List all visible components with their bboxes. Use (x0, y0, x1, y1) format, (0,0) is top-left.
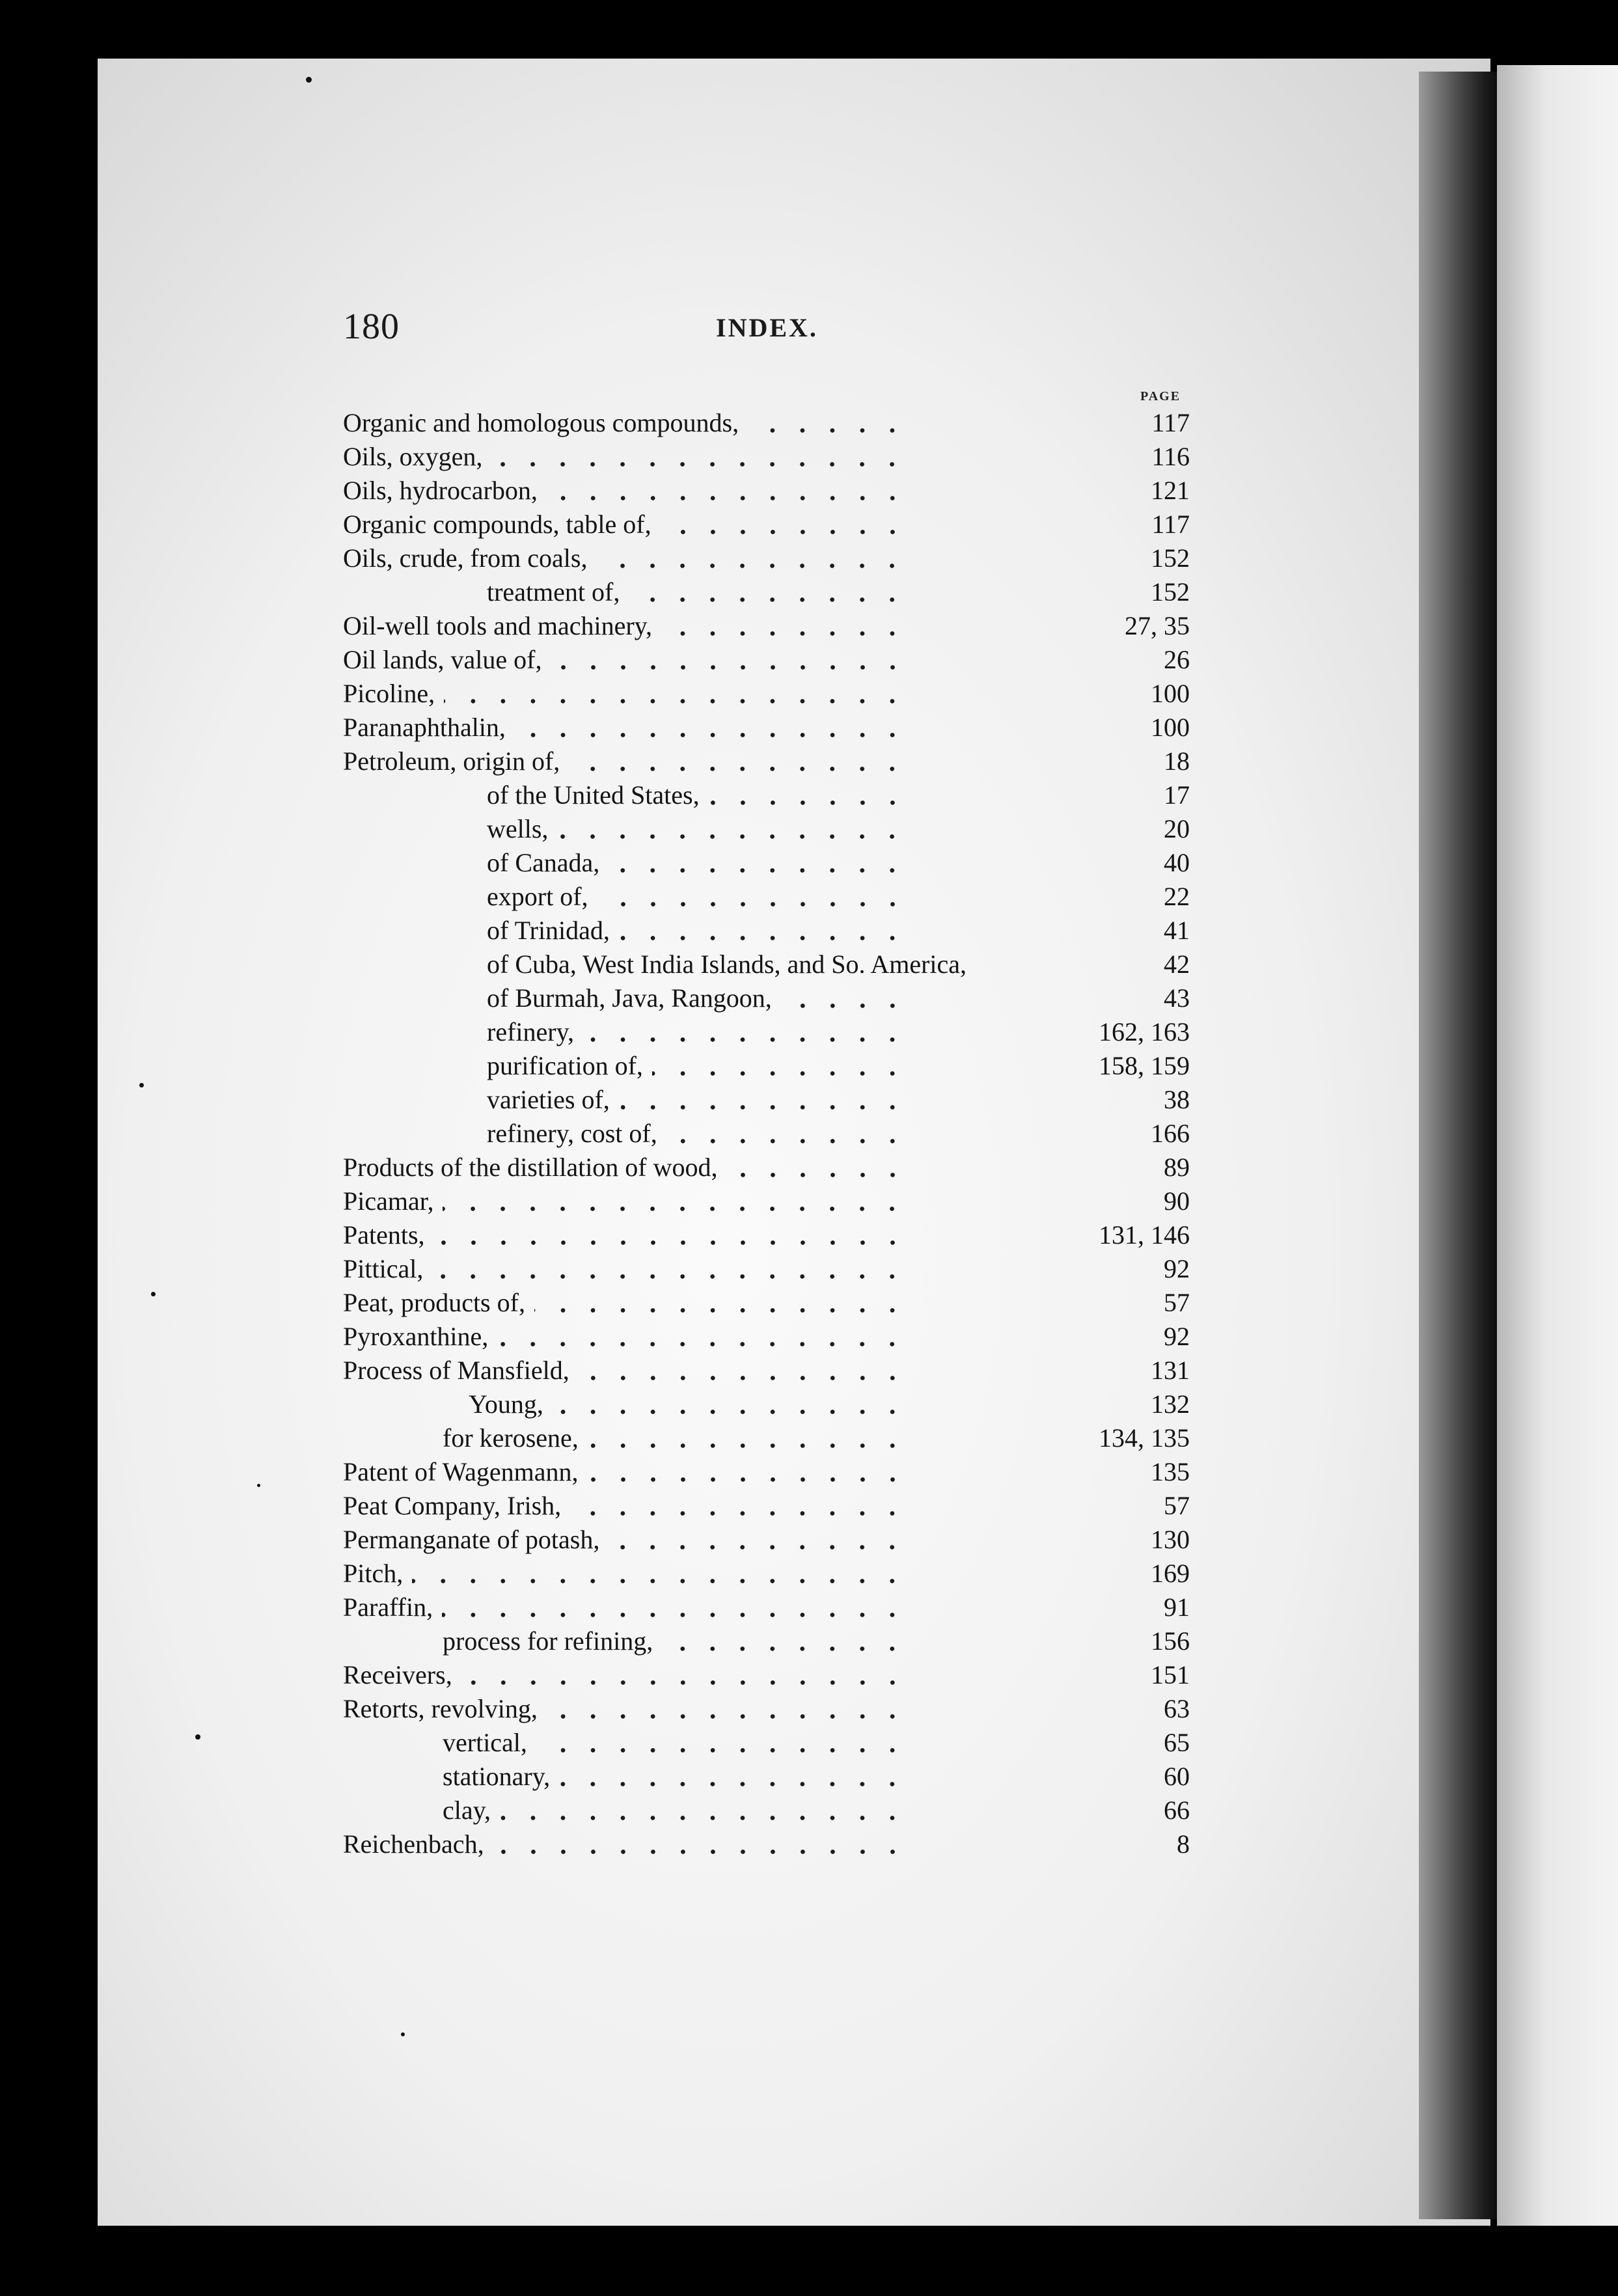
index-entry (0, 677, 1190, 711)
dot-leader (551, 643, 908, 677)
dot-leader (579, 1354, 907, 1387)
index-page-ref: 152 (1151, 577, 1190, 607)
index-term: clay, (443, 1796, 491, 1825)
dot-leader (553, 1387, 907, 1421)
index-entry (0, 981, 1190, 1015)
dot-leader (609, 1523, 907, 1557)
index-entry (0, 1151, 1190, 1184)
index-page-ref: 60 (1164, 1762, 1190, 1791)
paper-speck (401, 2032, 405, 2036)
index-page-ref: 18 (1164, 746, 1190, 776)
dot-leader (493, 1827, 907, 1861)
index-term: Organic and homologous compounds, (343, 408, 739, 437)
index-entry (0, 1083, 1190, 1117)
dot-leader (727, 1151, 907, 1184)
index-entry (0, 1523, 1190, 1557)
page-column-heading: PAGE (1140, 389, 1181, 403)
index-term: varieties of, (487, 1085, 610, 1114)
index-entry (0, 846, 1190, 880)
index-term: Receivers, (343, 1660, 452, 1689)
page-number: 180 (343, 307, 400, 347)
index-term: Organic compounds, table of, (343, 510, 651, 539)
index-page-ref: 134, 135 (1099, 1423, 1190, 1453)
index-entry (0, 609, 1190, 643)
dot-leader (461, 1658, 907, 1692)
index-page-ref: 41 (1164, 916, 1190, 945)
dot-leader (443, 1184, 907, 1218)
index-term: of Trinidad, (487, 916, 610, 945)
index-page-ref: 152 (1151, 543, 1190, 573)
dot-leader (412, 1557, 907, 1591)
index-term: Petroleum, origin of, (343, 746, 560, 776)
index-term: vertical, (443, 1728, 527, 1757)
dot-leader (491, 440, 907, 474)
dot-leader (629, 575, 907, 609)
index-page-ref: 27, 35 (1125, 611, 1190, 640)
index-term: Products of the distillation of wood, (343, 1153, 718, 1182)
index-entry (0, 1354, 1190, 1387)
index-page-ref: 90 (1164, 1186, 1190, 1216)
dot-leader (547, 474, 907, 508)
index-page-ref: 63 (1164, 1694, 1190, 1723)
dot-leader (661, 508, 907, 541)
index-page-ref: 8 (1177, 1829, 1190, 1859)
index-term: Peat Company, Irish, (343, 1491, 562, 1520)
index-entry (0, 914, 1190, 948)
index-page-ref: 166 (1151, 1119, 1190, 1148)
dot-leader (781, 981, 907, 1015)
index-term: export of, (487, 882, 588, 911)
dot-leader (619, 914, 907, 948)
index-page-ref: 66 (1164, 1796, 1190, 1825)
dot-leader (500, 1794, 907, 1827)
index-page-ref: 22 (1164, 882, 1190, 911)
index-page-ref: 116 (1151, 442, 1190, 471)
index-page-ref: 40 (1164, 848, 1190, 877)
index-term: Patents, (343, 1220, 425, 1250)
index-entry (0, 1286, 1190, 1320)
index-term: for kerosene, (443, 1423, 579, 1453)
dot-leader (515, 711, 907, 745)
index-term: Oils, crude, from coals, (343, 543, 588, 573)
index-page-ref: 57 (1164, 1288, 1190, 1317)
dot-leader (597, 880, 907, 914)
index-page-ref: 38 (1164, 1085, 1190, 1114)
index-entry (0, 1387, 1190, 1421)
index-term: Oil-well tools and machinery, (343, 611, 653, 640)
index-page-ref: 156 (1151, 1626, 1190, 1656)
index-term: Oils, hydrocarbon, (343, 476, 538, 505)
dot-leader (661, 609, 907, 643)
dot-leader (596, 541, 907, 575)
index-entry (0, 711, 1190, 745)
index-entry (0, 778, 1190, 812)
index-page-ref: 169 (1151, 1559, 1190, 1588)
index-entry (0, 1827, 1190, 1861)
index-entry (0, 474, 1190, 508)
dot-leader (444, 677, 907, 711)
index-page-ref: 26 (1164, 645, 1190, 674)
index-entry (0, 1421, 1190, 1455)
index-term: of Canada, (487, 848, 600, 877)
index-entry (0, 1320, 1190, 1354)
index-term: refinery, (487, 1017, 574, 1046)
index-entry (0, 1455, 1190, 1489)
dot-leader (557, 812, 907, 846)
paper-speck (195, 1734, 200, 1740)
paper-speck (306, 77, 312, 83)
running-title: INDEX. (716, 313, 818, 342)
index-term: Oils, oxygen, (343, 442, 483, 471)
index-term: Pittical, (343, 1254, 424, 1283)
index-entry (0, 1591, 1190, 1624)
index-page-ref: 130 (1151, 1525, 1190, 1554)
index-term: treatment of, (487, 577, 620, 607)
index-entry (0, 1252, 1190, 1286)
index-entry (0, 508, 1190, 541)
index-page-ref: 91 (1164, 1592, 1190, 1622)
index-term: of Burmah, Java, Rangoon, (487, 983, 772, 1013)
index-page-ref: 131, 146 (1099, 1220, 1190, 1250)
dot-leader (442, 1591, 907, 1624)
index-page-ref: 158, 159 (1099, 1051, 1190, 1080)
index-entry (0, 880, 1190, 914)
dot-leader (534, 1286, 907, 1320)
dot-leader (547, 1692, 907, 1726)
index-entry (0, 1760, 1190, 1794)
index-entry (0, 1726, 1190, 1760)
index-term: Oil lands, value of, (343, 645, 542, 674)
index-term: of Cuba, West India Islands, and So. America, (487, 950, 967, 979)
index-page-ref: 57 (1164, 1491, 1190, 1520)
index-term: Pitch, (343, 1559, 404, 1588)
index-entry (0, 1489, 1190, 1523)
index-term: Patent of Wagenmann, (343, 1457, 579, 1486)
index-entry (0, 812, 1190, 846)
index-page-ref: 20 (1164, 814, 1190, 843)
dot-leader (588, 1455, 907, 1489)
index-term: Picoline, (343, 679, 435, 708)
index-page-ref: 117 (1151, 510, 1190, 539)
index-page-ref: 131 (1151, 1356, 1190, 1385)
dot-leader (609, 846, 907, 880)
index-page-ref: 162, 163 (1099, 1017, 1190, 1046)
index-term: Reichenbach, (343, 1829, 484, 1859)
dot-leader (569, 745, 907, 778)
dot-leader (666, 1117, 907, 1151)
index-term: Permanganate of potash, (343, 1525, 600, 1554)
dot-leader (434, 1218, 907, 1252)
index-page-ref: 42 (1164, 950, 1190, 979)
index-term: Picamar, (343, 1186, 434, 1216)
index-entry (0, 1692, 1190, 1726)
index-page-ref: 65 (1164, 1728, 1190, 1757)
dot-leader (559, 1760, 907, 1794)
index-term: of the United States, (487, 780, 700, 810)
index-term: Retorts, revolving, (343, 1694, 538, 1723)
index-entry (0, 1557, 1190, 1591)
facing-page-edge (1497, 65, 1618, 2226)
index-entry (0, 948, 1190, 981)
index-page-ref: 135 (1151, 1457, 1190, 1486)
index-term: refinery, cost of, (487, 1119, 657, 1148)
index-page-ref: 100 (1151, 679, 1190, 708)
index-term: process for refining, (443, 1626, 653, 1656)
index-term: stationary, (443, 1762, 551, 1791)
index-entry (0, 1015, 1190, 1049)
index-entry (0, 1218, 1190, 1252)
index-entry (0, 745, 1190, 778)
index-entry (0, 1117, 1190, 1151)
dot-leader (662, 1624, 907, 1658)
dot-leader (748, 406, 907, 440)
index-entry (0, 1624, 1190, 1658)
index-page-ref: 117 (1151, 408, 1190, 437)
index-term: Young, (469, 1389, 543, 1419)
dot-leader (432, 1252, 907, 1286)
index-entry (0, 541, 1190, 575)
dot-leader (652, 1049, 907, 1083)
index-entry (0, 575, 1190, 609)
index-term: Paraffin, (343, 1592, 433, 1622)
index-page-ref: 132 (1151, 1389, 1190, 1419)
book-gutter (1419, 72, 1497, 2219)
index-page-ref: 17 (1164, 780, 1190, 810)
index-entry (0, 1658, 1190, 1692)
index-page-ref: 92 (1164, 1254, 1190, 1283)
paper-speck (139, 1083, 144, 1087)
index-page-ref: 92 (1164, 1322, 1190, 1351)
dot-leader (497, 1320, 907, 1354)
index-entry (0, 1049, 1190, 1083)
index-page-ref: 121 (1151, 476, 1190, 505)
dot-leader (536, 1726, 907, 1760)
index-term: wells, (487, 814, 549, 843)
index-term: Peat, products of, (343, 1288, 525, 1317)
index-page-ref: 43 (1164, 983, 1190, 1013)
index-entry (0, 643, 1190, 677)
dot-leader (619, 1083, 907, 1117)
dot-leader (709, 778, 907, 812)
index-page-ref: 151 (1151, 1660, 1190, 1689)
index-term: Paranaphthalin, (343, 713, 506, 742)
index-term: purification of, (487, 1051, 643, 1080)
index-term: Process of Mansfield, (343, 1356, 569, 1385)
dot-leader (588, 1421, 907, 1455)
dot-leader (583, 1015, 907, 1049)
paper-speck (257, 1484, 260, 1487)
index-entry (0, 406, 1190, 440)
index-page-ref: 89 (1164, 1153, 1190, 1182)
index-entry (0, 440, 1190, 474)
index-entry (0, 1794, 1190, 1827)
index-term: Pyroxanthine, (343, 1322, 489, 1351)
dot-leader (570, 1489, 907, 1523)
paper-speck (151, 1292, 156, 1296)
index-page-ref: 100 (1151, 713, 1190, 742)
index-entry (0, 1184, 1190, 1218)
